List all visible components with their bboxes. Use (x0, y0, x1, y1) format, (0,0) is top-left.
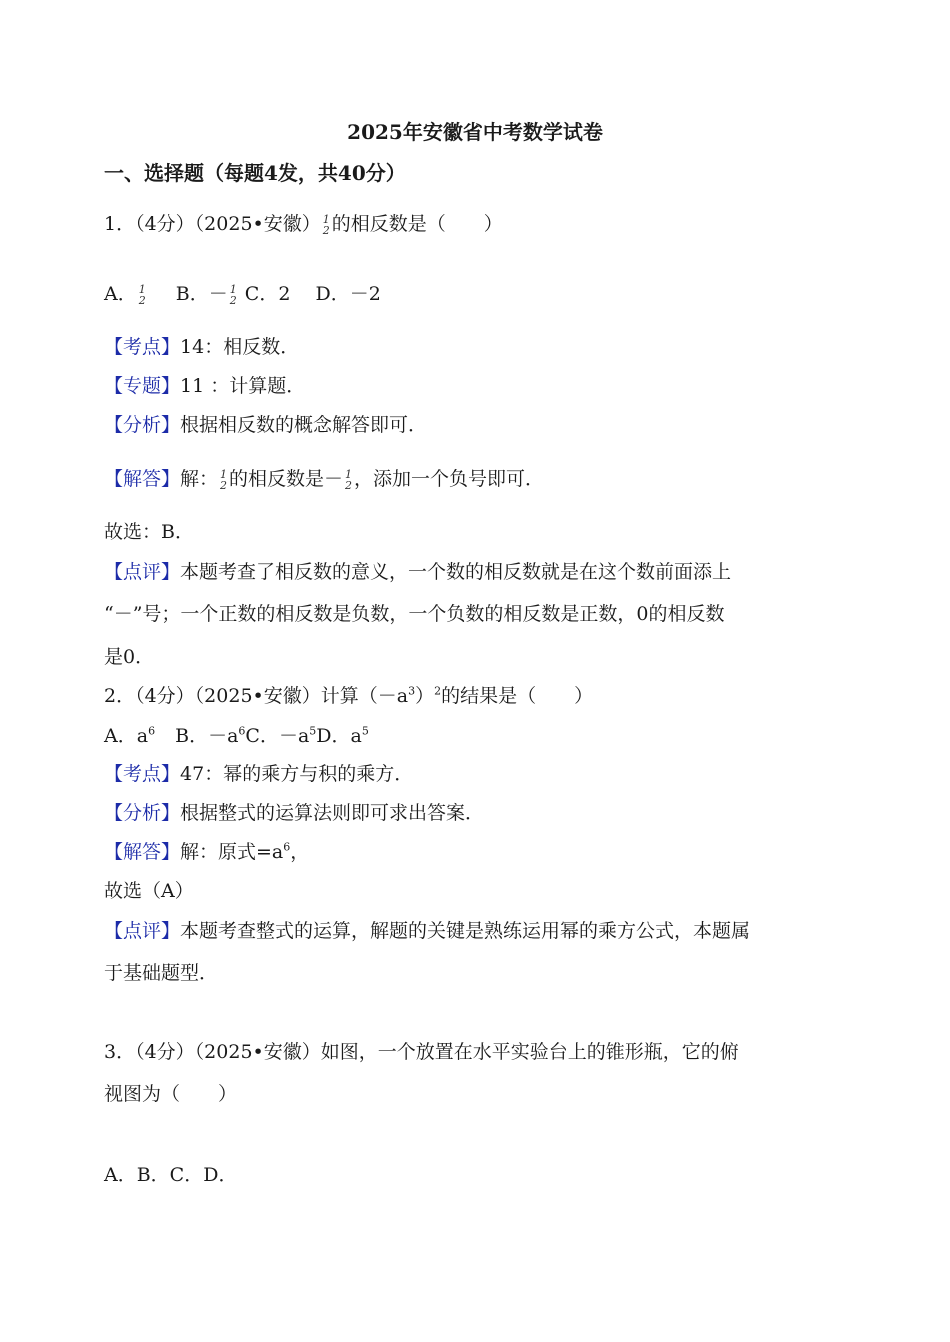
q3-stem-line1: 3．（4分）（2025•安徽）如图，一个放置在水平实验台上的锥形瓶，它的俯 (104, 1041, 739, 1063)
frac-den: 2 (345, 479, 353, 492)
dianping-line1: 本题考查整式的运算，解题的关键是熟练运用幂的乘方公式，本题属 (180, 920, 751, 942)
q1-dianping-line2: “－”号；一个正数的相反数是负数，一个负数的相反数是正数，0的相反数 (104, 603, 725, 625)
q2-stem-mid: ） (415, 685, 435, 707)
kaodian-tag: 【考点】 (104, 336, 181, 358)
q1-stem-suffix: 的相反数是（ ） (331, 213, 503, 235)
q2-kaodian (104, 765, 413, 784)
exponent: 6 (148, 724, 156, 738)
q2-options (104, 724, 369, 747)
kaodian-text: 14：相反数． (180, 336, 300, 358)
exponent: 5 (361, 724, 369, 738)
frac-den: 2 (138, 294, 146, 307)
exponent: 3 (408, 684, 416, 698)
frac-num: 1 (322, 213, 330, 226)
q2-option-c: C．－a (245, 725, 310, 747)
fraction-half (220, 469, 227, 491)
q2-stem (104, 684, 594, 707)
fenxi-tag: 【分析】 (104, 802, 181, 824)
q1-dianping-line3: 是0． (104, 646, 155, 668)
q1-dianping (104, 563, 731, 582)
fraction-half (345, 469, 352, 491)
jieda-suffix: ， (290, 841, 310, 863)
q1-stem (104, 214, 503, 236)
q1-stem-prefix: 1．（4分）（2025•安徽） (104, 213, 321, 235)
section-heading: 一、选择题（每题4发，共40分） (104, 161, 406, 185)
fraction-half (139, 284, 146, 306)
kaodian-text: 47：幂的乘方与积的乘方． (180, 763, 414, 785)
frac-den: 2 (322, 224, 330, 237)
kaodian-tag: 【考点】 (104, 763, 181, 785)
q1-jieda (104, 469, 544, 491)
frac-num: 1 (345, 468, 353, 481)
fraction-half (323, 214, 330, 236)
q1-option-b: B．－ (175, 283, 228, 305)
q1-fenxi (104, 416, 427, 435)
jieda-suffix: ，添加一个负号即可． (354, 468, 545, 490)
q1-guxuan: 故选：B． (104, 521, 194, 543)
q2-jieda (104, 840, 310, 863)
dianping-line1: 本题考查了相反数的意义，一个数的相反数就是在这个数前面添上 (180, 561, 732, 583)
q2-guxuan: 故选（A） (104, 880, 194, 902)
q2-dianping-line2: 于基础题型． (104, 962, 219, 984)
jieda-prefix: 解： (180, 468, 219, 490)
q1-option-a: A． (104, 283, 137, 305)
q1-kaodian (104, 338, 299, 357)
q2-stem-suffix: 的结果是（ ） (441, 685, 594, 707)
frac-num: 1 (220, 468, 228, 481)
q2-stem-prefix: 2．（4分）（2025•安徽）计算（－a (104, 685, 409, 707)
exponent: 5 (309, 724, 317, 738)
frac-num: 1 (229, 283, 237, 296)
dianping-tag: 【点评】 (104, 920, 181, 942)
fenxi-text: 根据相反数的概念解答即可． (180, 414, 428, 436)
exponent: 6 (283, 840, 291, 854)
frac-den: 2 (220, 479, 228, 492)
jieda-text: 解：原式=a (180, 841, 284, 863)
q1-option-cd: C．2 D．－2 (244, 283, 381, 305)
q1-zhuanti (104, 377, 305, 396)
q3-stem-line2: 视图为（ ） (104, 1083, 238, 1105)
exponent: 2 (434, 684, 442, 698)
q2-option-a: A．a (104, 725, 149, 747)
exponent: 6 (238, 724, 246, 738)
q2-dianping (104, 922, 750, 941)
q1-options (104, 284, 381, 306)
q3-options: A．B．C．D． (104, 1164, 238, 1186)
jieda-tag: 【解答】 (104, 841, 181, 863)
zhuanti-text: 11 ：计算题． (180, 375, 306, 397)
jieda-tag: 【解答】 (104, 468, 181, 490)
fenxi-tag: 【分析】 (104, 414, 181, 436)
jieda-middle: 的相反数是－ (229, 468, 344, 490)
zhuanti-tag: 【专题】 (104, 375, 181, 397)
fenxi-text: 根据整式的运算法则即可求出答案． (180, 802, 485, 824)
frac-num: 1 (138, 283, 146, 296)
dianping-tag: 【点评】 (104, 561, 181, 583)
q2-option-d: D．a (316, 725, 362, 747)
fraction-half (230, 284, 237, 306)
page-title: 2025年安徽省中考数学试卷 (347, 120, 603, 144)
q2-fenxi (104, 804, 484, 823)
frac-den: 2 (229, 294, 237, 307)
q2-option-b: B．－a (175, 725, 239, 747)
